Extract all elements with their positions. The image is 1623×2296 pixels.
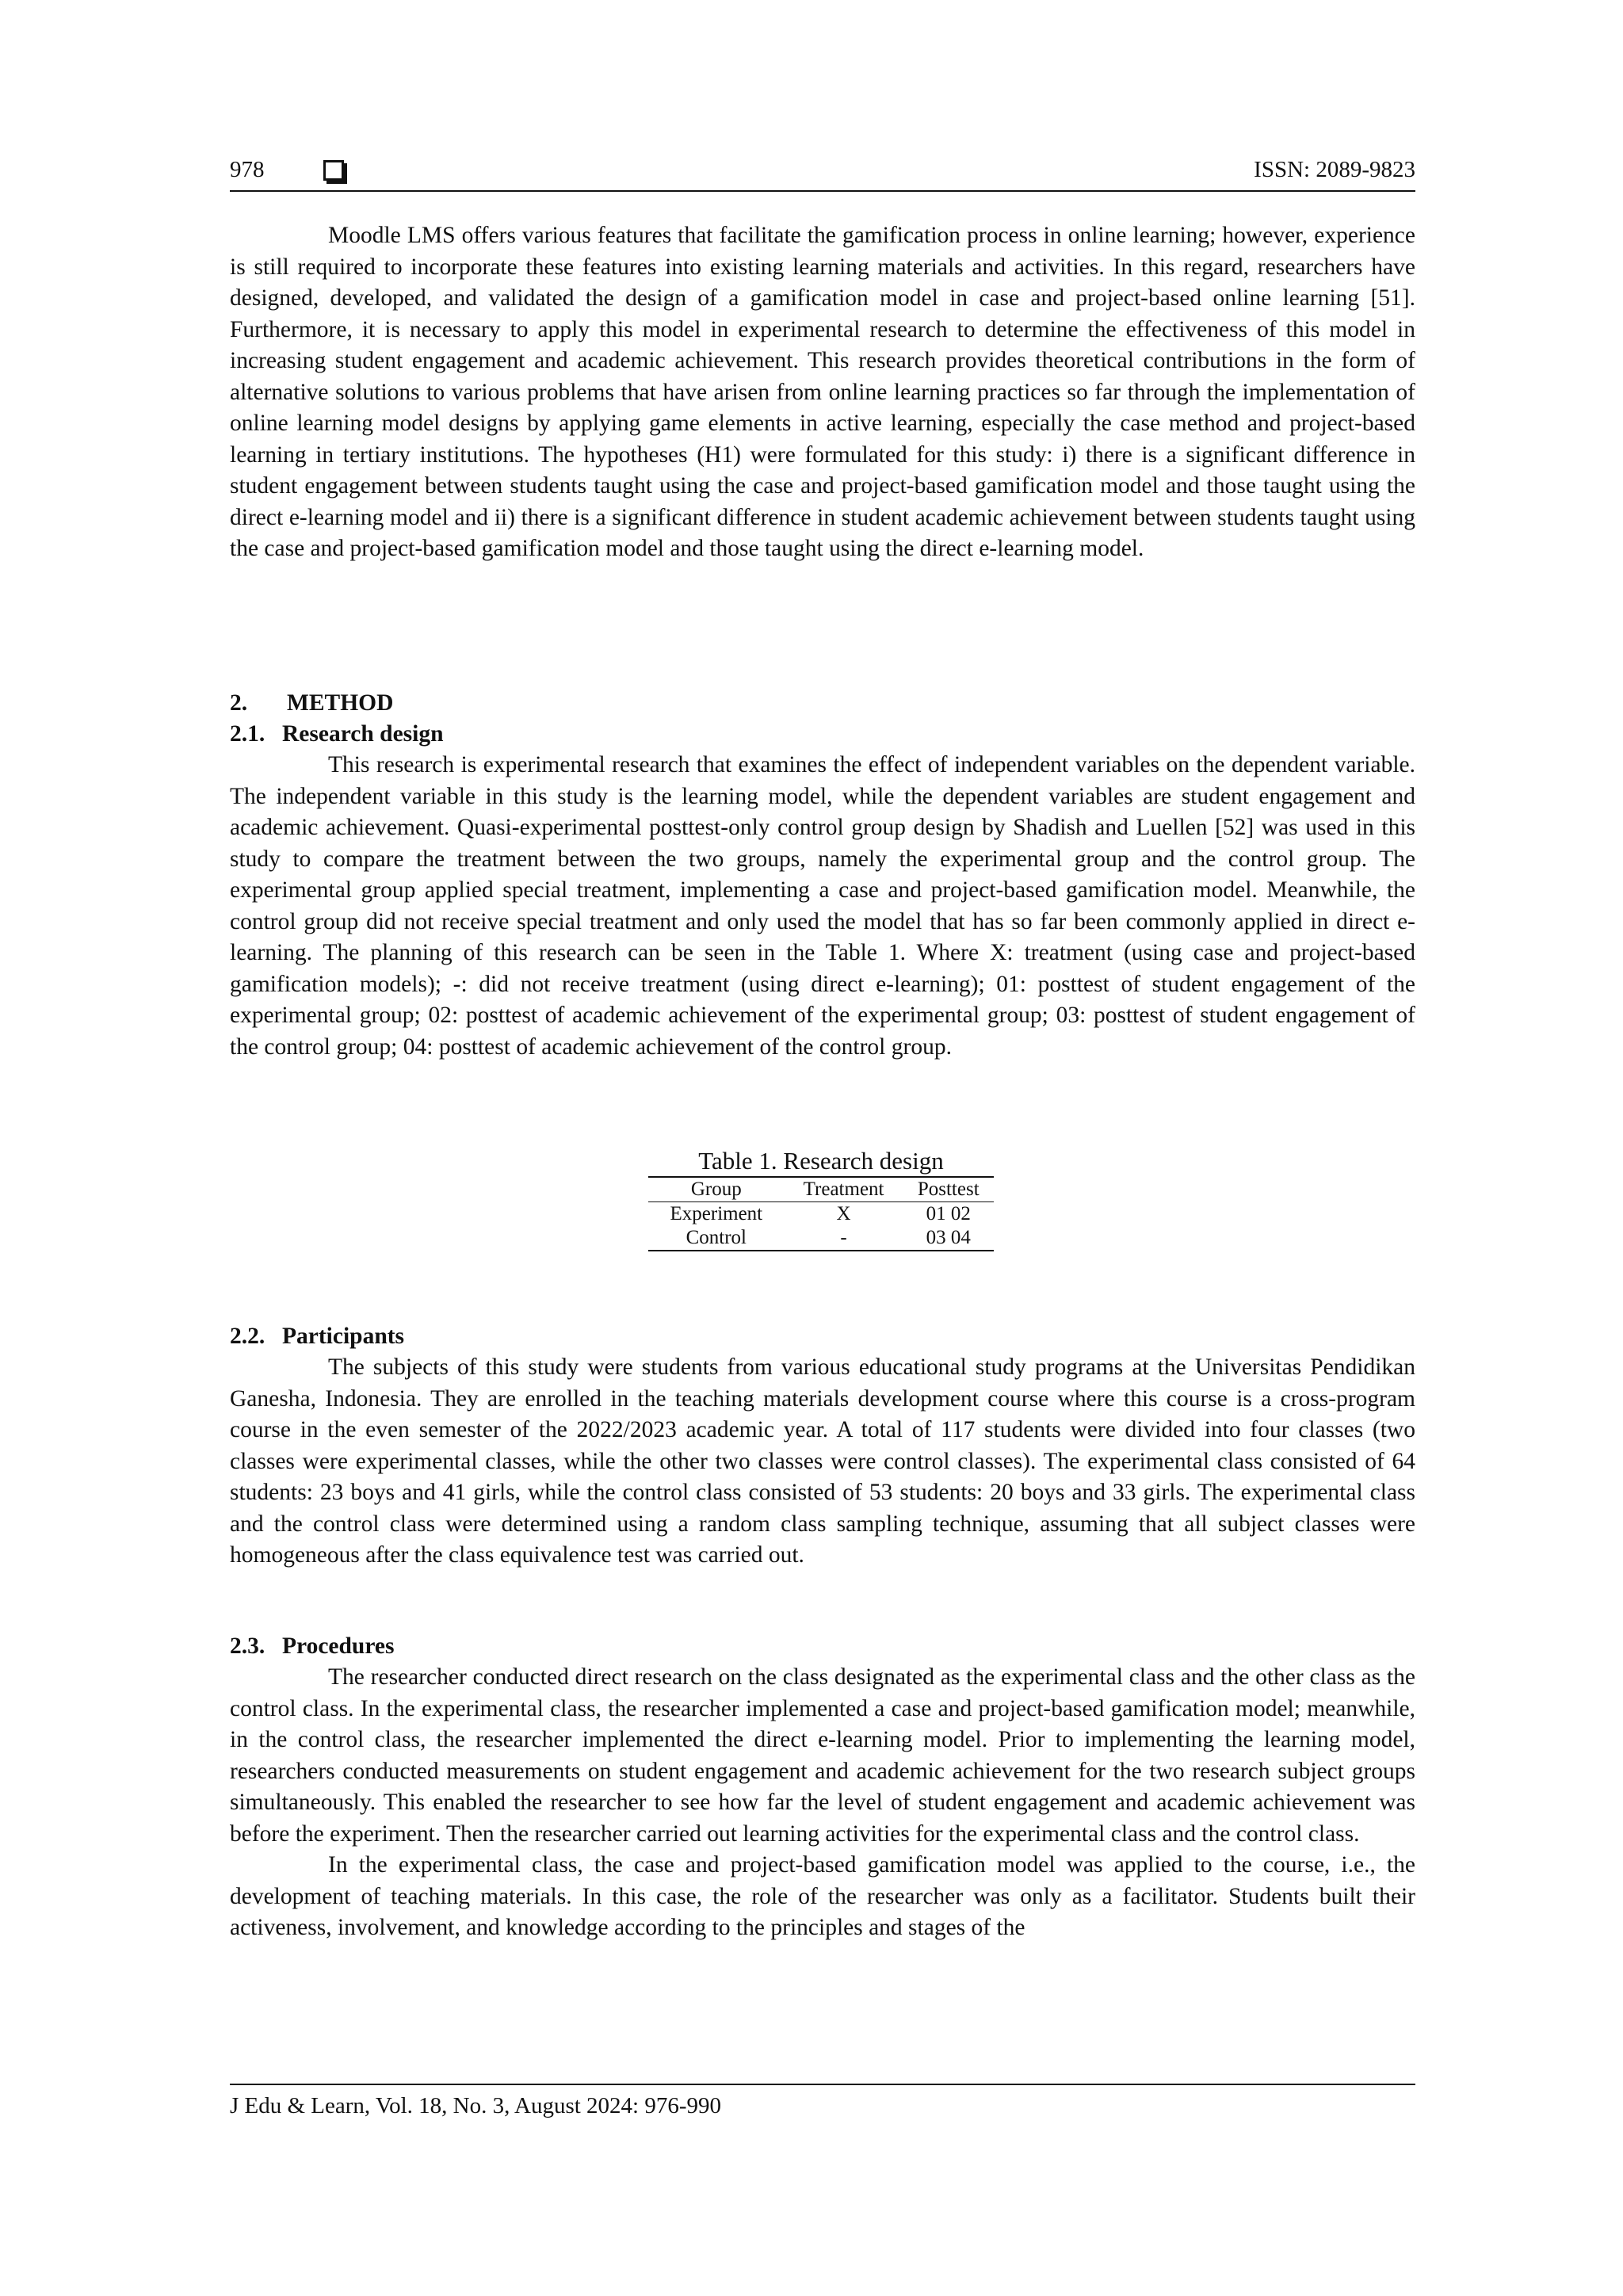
procedures-paragraph-2: In the experimental class, the case and project-based gamification model was applied to the course, i.e., the development of teaching materials. In this case, the role of the researcher was only as a facilitator. Students built their activeness, involvement, and knowledge according to the principles and stages of the: [230, 1852, 1415, 1940]
research-design-title: Research design: [282, 721, 444, 747]
intro-paragraph: Moodle LMS offers various features that facilitate the gamification process in online learning; however, experience is still required to incorporate these features into existing learning materials and activities. In this regard, researchers have designed, developed, and validated the design of a gamification model in case and project-based online learning [51]. Furthermore, it is necessary to apply this model in experimental research to determine the effectiveness of this model in increasing student engagement and academic achievement. This research provides theoretical contributions in the form of alternative solutions to various problems that have arisen from online learning practices so far through the implementation of online learning model designs by applying game elements in active learning, especially the case method and project-based learning in tertiary institutions. The hypotheses (H1) were formulated for this study: i) there is a significant difference in student engagement between students taught using the case and project-based gamification model and those taught using the direct e-learning model and ii) there is a significant difference in student academic achievement between students taught using the case and project-based gamification model and those taught using the direct e-learning model.: [230, 223, 1415, 561]
table-cell: -: [840, 1227, 847, 1248]
procedures-paragraph-1: The researcher conducted direct research on the class designated as the experimental class and the other class as the control class. In the experimental class, the researcher implemented a case and project-based gamification model; meanwhile, in the control class, the researcher implemented the direct e-learning model. Prior to implementing the learning model, researchers conducted measurements on student engagement and academic achievement for the two research subject groups simultaneously. This enabled the researcher to see how far the level of student engagement and academic achievement was before the experiment. Then the researcher carried out learning activities for the experimental class and the control class.: [230, 1664, 1415, 1847]
procedures-section: [230, 1662, 1415, 1944]
journal-citation: J Edu & Learn, Vol. 18, No. 3, August 2024: 976-990: [230, 2093, 722, 2118]
participants-paragraph: The subjects of this study were students from various educational study programs at the Universitas Pendidikan Ganesha, Indonesia. They are enrolled in the teaching materials development course where this course is a cross-program course in the even semester of the 2022/2023 academic year. A total of 117 students were divided into four classes (two classes were experimental classes, while the other two classes were control classes). The experimental class consisted of 64 students: 23 boys and 41 girls, while the control class consisted of 53 students: 20 boys and 33 girls. The experimental class and the control class were determined using a random class sampling technique, assuming that all subject classes were homogeneous after the class equivalence test was carried out.: [230, 1354, 1415, 1568]
method-title: METHOD: [287, 690, 394, 716]
table-cell: Control: [685, 1227, 747, 1248]
method-number: 2.: [230, 690, 248, 716]
research-design-section: [230, 750, 1415, 1063]
table-cell: 01 02: [926, 1203, 971, 1224]
running-header: [230, 154, 1415, 192]
table-header-cell: Posttest: [903, 1177, 995, 1202]
participants-number: 2.2.: [230, 1324, 265, 1349]
participants-heading: [230, 1321, 404, 1353]
research-design-paragraph: This research is experimental research that examines the effect of independent variables on the dependent variable. The independent variable in this study is the learning model, while the dependent variables are student engagement and academic achievement. Quasi-experimental posttest-only control group design by Shadish and Luellen [52] was used in this study to compare the treatment between the two groups, namely the experimental group and the control group. The experimental group applied special treatment, implementing a case and project-based gamification model. Meanwhile, the control group did not receive special treatment and only used the model that has so far been commonly applied in direct e-learning. The planning of this research can be seen in the Table 1. Where X: treatment (using case and project-based gamification models); -: did not receive treatment (using direct e-learning); 01: posttest of student engagement of the experimental group; 02: posttest of academic achievement of the experimental group; 03: posttest of student engagement of the control group; 04: posttest of academic achievement of the control group.: [230, 752, 1415, 1060]
research-design-number: 2.1.: [230, 721, 265, 747]
running-footer: [230, 2084, 1415, 2119]
participants-title: Participants: [282, 1324, 405, 1349]
table-row: [648, 1226, 994, 1251]
table-research-design: [648, 1146, 994, 1251]
intro-section: [230, 220, 1415, 565]
procedures-number: 2.3.: [230, 1633, 265, 1659]
table-header-row: [648, 1177, 994, 1202]
method-heading: [230, 688, 393, 720]
page-number: 978: [230, 157, 265, 182]
research-design-table: [648, 1176, 994, 1251]
table-row: [648, 1202, 994, 1227]
table-header-cell: Group: [648, 1177, 785, 1202]
procedures-heading: [230, 1631, 394, 1663]
research-design-heading: [230, 719, 444, 751]
paper-page: [230, 0, 1415, 2296]
participants-section: [230, 1352, 1415, 1572]
table-caption: Table 1. Research design: [698, 1147, 944, 1175]
procedures-title: Procedures: [282, 1633, 395, 1659]
table-cell: Experiment: [670, 1203, 763, 1224]
table-cell: 03 04: [926, 1227, 971, 1248]
table-cell: X: [836, 1203, 851, 1224]
journal-box-icon: [323, 160, 344, 181]
table-header-cell: Treatment: [785, 1177, 903, 1202]
issn-label: ISSN: 2089-9823: [1254, 157, 1415, 182]
